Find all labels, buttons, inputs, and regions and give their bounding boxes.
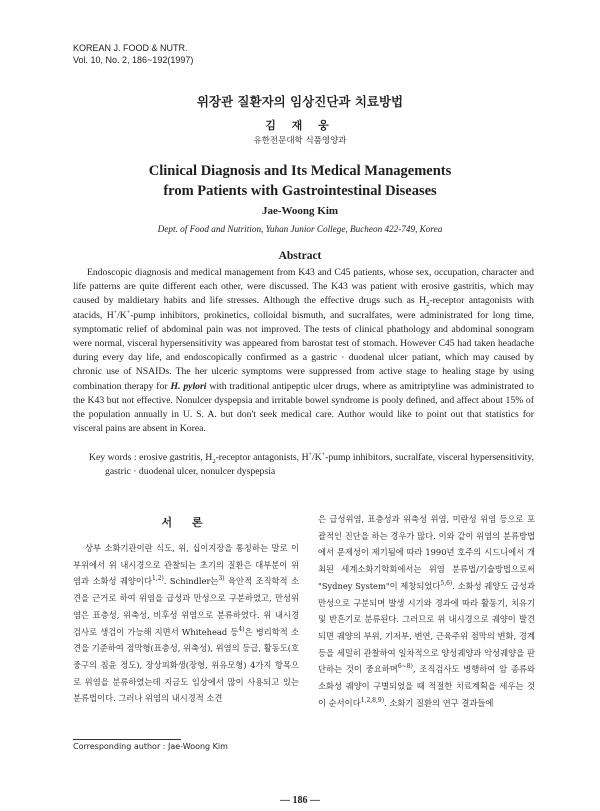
citation: 4) xyxy=(238,625,245,633)
abstract-text-2: -receptor antagonists with atacids, H xyxy=(73,295,534,321)
subscript-2: 2 xyxy=(426,301,430,309)
intro-right-text-c: , 조직검사도 병행하여 암 종류와 소화성 궤양이 구별되었을 때 적절한 치료계획을 세우는 것이 순서이다 xyxy=(318,664,535,708)
intro-left-column xyxy=(73,540,299,707)
keywords-text-3: -pump inhibitors, sucralfate, visceral hypersensitivity, gastric · duodenal ulcer, nonulcer dyspepsia xyxy=(105,452,534,478)
keywords-slash-k: /K xyxy=(312,452,322,463)
english-title xyxy=(0,161,600,201)
abstract-text-4: with traditional antipeptic ulcer drugs, where as amitriptyline was administrated to the K43 but not effective. Nonulcer dyspepsia and irritable bowel syndrome is pooly defined, and affect about 15% of the population annually in U. S. A. but don't seek medical care. Author would like to point out that statistics for visceral pains are absent in Korea. xyxy=(73,380,534,435)
keywords-text-2: -receptor antagonists, H xyxy=(215,452,309,463)
citation: 5,6) xyxy=(440,580,453,588)
h-pylori-italic: H. pylori xyxy=(170,380,207,392)
superscript-plus: + xyxy=(321,451,326,458)
abstract-slash-k: /K xyxy=(117,309,127,321)
korean-affiliation: 유한전문대학 식품영양과 xyxy=(253,136,347,146)
superscript-plus: + xyxy=(126,309,131,316)
intro-left-text-b: . Schindler는 xyxy=(163,576,219,587)
citation: 6~8) xyxy=(397,663,413,671)
abstract-text-1: Endoscopic diagnosis and medical management from K43 and C45 patients, whose sex, occupation, character and life patterns are quite different each other, were discussed. The K43 was patient with erosive gastritis, which may caused by maldietary habits and life stresses. Although the effective drugs such as H xyxy=(73,267,534,307)
journal-volume: Vol. 10, No. 2, 186~192(1997) xyxy=(73,55,194,65)
english-affiliation: Dept. of Food and Nutrition, Yuhan Junior College, Bucheon 422-749, Korea xyxy=(157,224,443,234)
citation: 1,2) xyxy=(151,575,164,583)
intro-right-text-d: . 소화기 질환의 연구 결과들에 xyxy=(384,697,494,708)
keywords xyxy=(89,451,534,479)
english-title-line2: from Patients with Gastrointestinal Diseases xyxy=(163,183,437,199)
journal-name: KOREAN J. FOOD & NUTR. xyxy=(73,43,188,53)
intro-left-text-a: 상부 소화기관이란 식도, 위, 십이지장을 통칭하는 말로 이 부위에서 위 내시경으로 관찰되는 초기의 질환은 대부분이 위염과 소화성 궤양이다 xyxy=(73,543,299,587)
english-title-line1: Clinical Diagnosis and Its Medical Managements xyxy=(148,163,452,179)
journal-header xyxy=(73,42,193,66)
intro-right-text-a: 은 급성위염, 표층성과 위축성 위염, 미란성 위염 등으로 포괄적인 진단을 하는 경우가 많다. 이와 같이 위염의 분류방법에서 문제성이 제기됨에 따라 1990년 호주의 시드니에서 개최된 세계소화기학회에서는 위염 분류법/기술방법으로써 "Sydney System"이 제창되었다 xyxy=(318,514,535,591)
intro-right-column xyxy=(318,511,535,711)
subscript-2: 2 xyxy=(212,457,216,465)
corresponding-author-footnote: Corresponding author : Jae-Woong Kim xyxy=(73,742,228,751)
superscript-plus: + xyxy=(113,309,118,316)
keywords-text-1: Key words : erosive gastritis, H xyxy=(89,452,213,463)
korean-title: 위장관 질환자의 임상진단과 치료방법 xyxy=(196,94,404,109)
abstract-heading: Abstract xyxy=(278,250,322,262)
superscript-plus: + xyxy=(308,451,313,458)
citation: 3) xyxy=(218,575,225,583)
footnote-rule xyxy=(73,739,181,740)
intro-left-text-d: 은 병리학적 소견을 기준하여 점막형(표층성, 위축성), 위염의 등급, 활동도(호중구의 침윤 정도), 장상피화생(장형, 위유모형) 4가지 항목으로 위염을 분류하였는데 지금도 임상에서 많이 사용되고 있는 분류법이다. 그러나 위염의 내시경적 소견 xyxy=(73,626,299,704)
abstract-text-3: -pump inhibitors, prokinetics, colloidal bismuth, and sucralfates, were administrated for long time, symptomatic relief of abdominal pain was not improved. The tests of clinical phathology and abdominal sonogram were normal, visceral hypersensitivity was appeared from barostat test of stomach. However C45 had taken headache during every day life, and endoscopically confirmed as a gastric · duodenal ulcer patiant, which may caused by chronic use of NSAIDs. The her ulceric symptoms were suppressed from active stage to healing stage by using combination therapy for xyxy=(73,309,534,392)
intro-right-text-b: . 소화성 궤양도 급성과 만성으로 구분되며 발생 시기와 경과에 따라 활동기, 치유기 및 반흔기로 분류된다. 그러므로 위 내시경으로 궤양이 발견되면 궤양의 부위, 기저부, 변연, 근육주위 점막의 변화, 경계 등을 세밀히 관찰하여 일차적으로 양성궤양과 악성궤양을 판단하는 것이 중요하며 xyxy=(318,580,535,675)
intro-left-paragraph xyxy=(73,540,299,707)
english-author: Jae-Woong Kim xyxy=(261,205,339,217)
citation: 1,2,8,9) xyxy=(360,696,385,704)
abstract-body xyxy=(73,266,534,436)
intro-heading: 서 론 xyxy=(161,516,211,529)
intro-left-text-c: 육안적 조직학적 소견을 근거로 하여 위염을 급성과 만성으로 구분하였고, 만성위염은 표층성, 위축성, 비후성 위염으로 분류하였다. 위 내시경 검사로 생검이 가능해 지면서 Whitehead 등 xyxy=(73,576,299,637)
korean-author: 김 재 웅 xyxy=(265,119,335,132)
page-number: — 186 — xyxy=(280,795,320,806)
